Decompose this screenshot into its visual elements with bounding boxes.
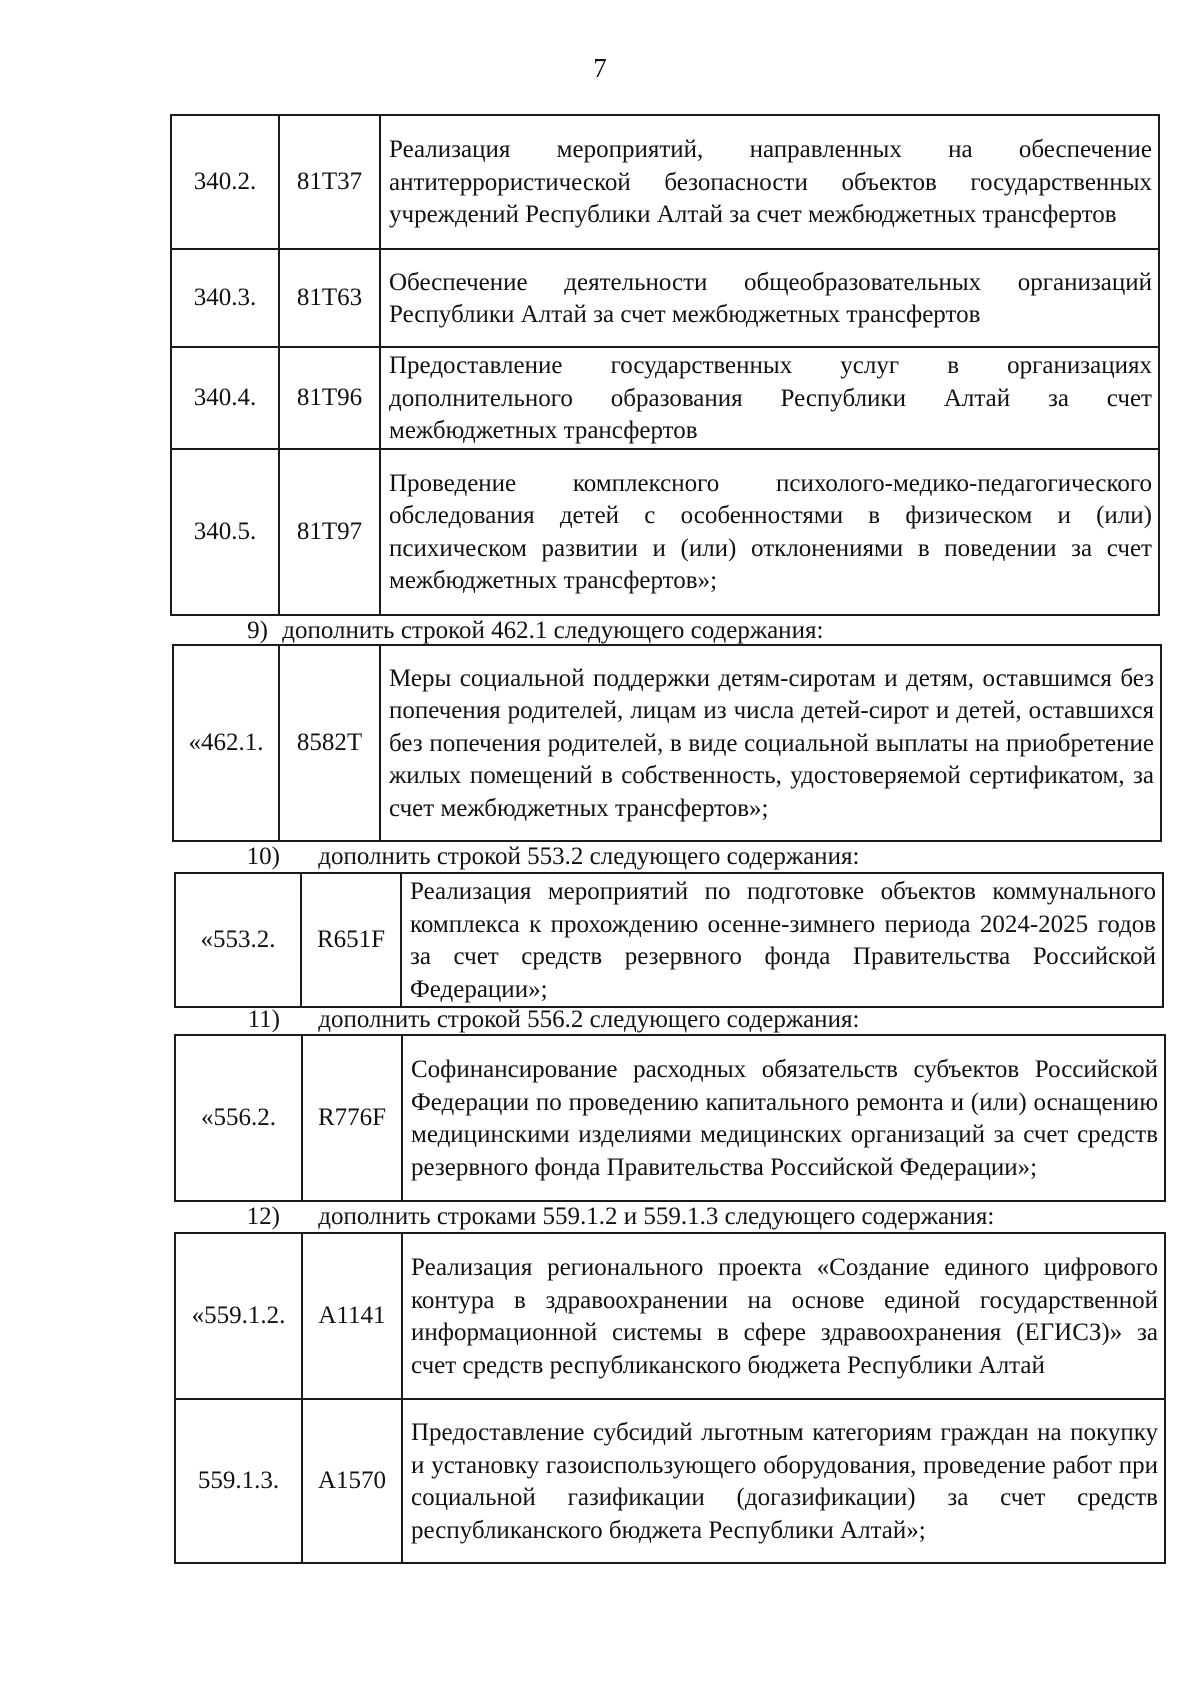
amendment-number: 9): [247, 617, 268, 644]
table-row: [171, 449, 1159, 615]
row-code: А1141: [302, 1233, 402, 1399]
row-description: Обеспечение деятельности общеобразовательных организаций Республики Алтай за счет межбюджетных трансфертов: [380, 249, 1159, 347]
amendment-text: дополнить строками 559.1.2 и 559.1.3 следующего содержания:: [318, 1203, 995, 1230]
row-code: 81Т63: [279, 249, 380, 347]
amendment-12: [232, 1203, 994, 1231]
table-row: [173, 645, 1161, 841]
row-description: Предоставление государственных услуг в организациях дополнительного образования Республики Алтай за счет межбюджетных трансфертов: [380, 347, 1159, 449]
row-code: 81Т96: [279, 347, 380, 449]
budget-codes-table: [174, 1232, 1166, 1564]
table-row: [175, 873, 1163, 1007]
table-row: [175, 1233, 1165, 1399]
table-row: [175, 1035, 1165, 1201]
amendment-9: [232, 617, 823, 645]
budget-codes-table: [170, 114, 1160, 616]
row-code: А1570: [302, 1399, 402, 1563]
row-code: R776F: [302, 1035, 402, 1201]
row-number: «556.2.: [175, 1035, 302, 1201]
table-row: [171, 249, 1159, 347]
amendment-text: дополнить строкой 556.2 следующего содержания:: [318, 1006, 860, 1033]
table-row: [171, 347, 1159, 449]
amendment-text: дополнить строкой 462.1 следующего содержания:: [282, 617, 824, 644]
amendment-number: 10): [246, 843, 280, 870]
row-number: 340.3.: [171, 249, 279, 347]
budget-codes-table: [174, 1034, 1166, 1202]
row-description: Реализация мероприятий, направленных на обеспечение антитеррористической безопасности объектов государственных учреждений Республики Алтай за счет межбюджетных трансфертов: [380, 115, 1159, 249]
row-description: Софинансирование расходных обязательств субъектов Российской Федерации по проведению капитального ремонта и (или) оснащению медицинскими изделиями медицинских организаций за счет средств резервного фонда Правительства Российской Федерации»;: [402, 1035, 1165, 1201]
amendment-10: [232, 843, 859, 871]
amendment-number: 12): [246, 1203, 280, 1230]
row-code: R651F: [301, 873, 401, 1007]
row-description: Реализация мероприятий по подготовке объектов коммунального комплекса к прохождению осенне-зимнего периода 2024-2025 годов за счет средств резервного фонда Правительства Российской Федерации»;: [401, 873, 1163, 1007]
row-description: Проведение комплексного психолого-медико-педагогического обследования детей с особенностями в физическом и (или) психическом развитии и (или) отклонениями в поведении за счет межбюджетных трансфертов»;: [380, 449, 1159, 615]
row-number: 340.2.: [171, 115, 279, 249]
row-number: 559.1.3.: [175, 1399, 302, 1563]
page-number: 7: [593, 53, 607, 83]
row-number: «553.2.: [175, 873, 301, 1007]
row-code: 8582Т: [279, 645, 380, 841]
amendment-text: дополнить строкой 553.2 следующего содержания:: [318, 843, 860, 870]
row-number: 340.4.: [171, 347, 279, 449]
budget-codes-table: [172, 644, 1162, 842]
table-row: [171, 115, 1159, 249]
budget-codes-table: [174, 872, 1164, 1008]
row-code: 81Т97: [279, 449, 380, 615]
row-number: «559.1.2.: [175, 1233, 302, 1399]
row-number: 340.5.: [171, 449, 279, 615]
row-code: 81Т37: [279, 115, 380, 249]
row-description: Предоставление субсидий льготным категориям граждан на покупку и установку газоиспользующего оборудования, проведение работ при социальной газификации (догазификации) за счет средств республиканского бюджета Республики Алтай»;: [402, 1399, 1165, 1563]
row-description: Реализация регионального проекта «Создание единого цифрового контура в здравоохранении на основе единой государственной информационной системы в сфере здравоохранения (ЕГИСЗ)» за счет средств республиканского бюджета Республики Алтай: [402, 1233, 1165, 1399]
table-row: [175, 1399, 1165, 1563]
row-number: «462.1.: [173, 645, 279, 841]
amendment-11: [232, 1006, 859, 1034]
row-description: Меры социальной поддержки детям-сиротам и детям, оставшимся без попечения родителей, лицам из числа детей-сирот и детей, оставшихся без попечения родителей, в виде социальной выплаты на приобретение жилых помещений в собственность, удостоверяемой сертификатом, за счет межбюджетных трансфертов»;: [380, 645, 1161, 841]
amendment-number: 11): [247, 1006, 280, 1033]
